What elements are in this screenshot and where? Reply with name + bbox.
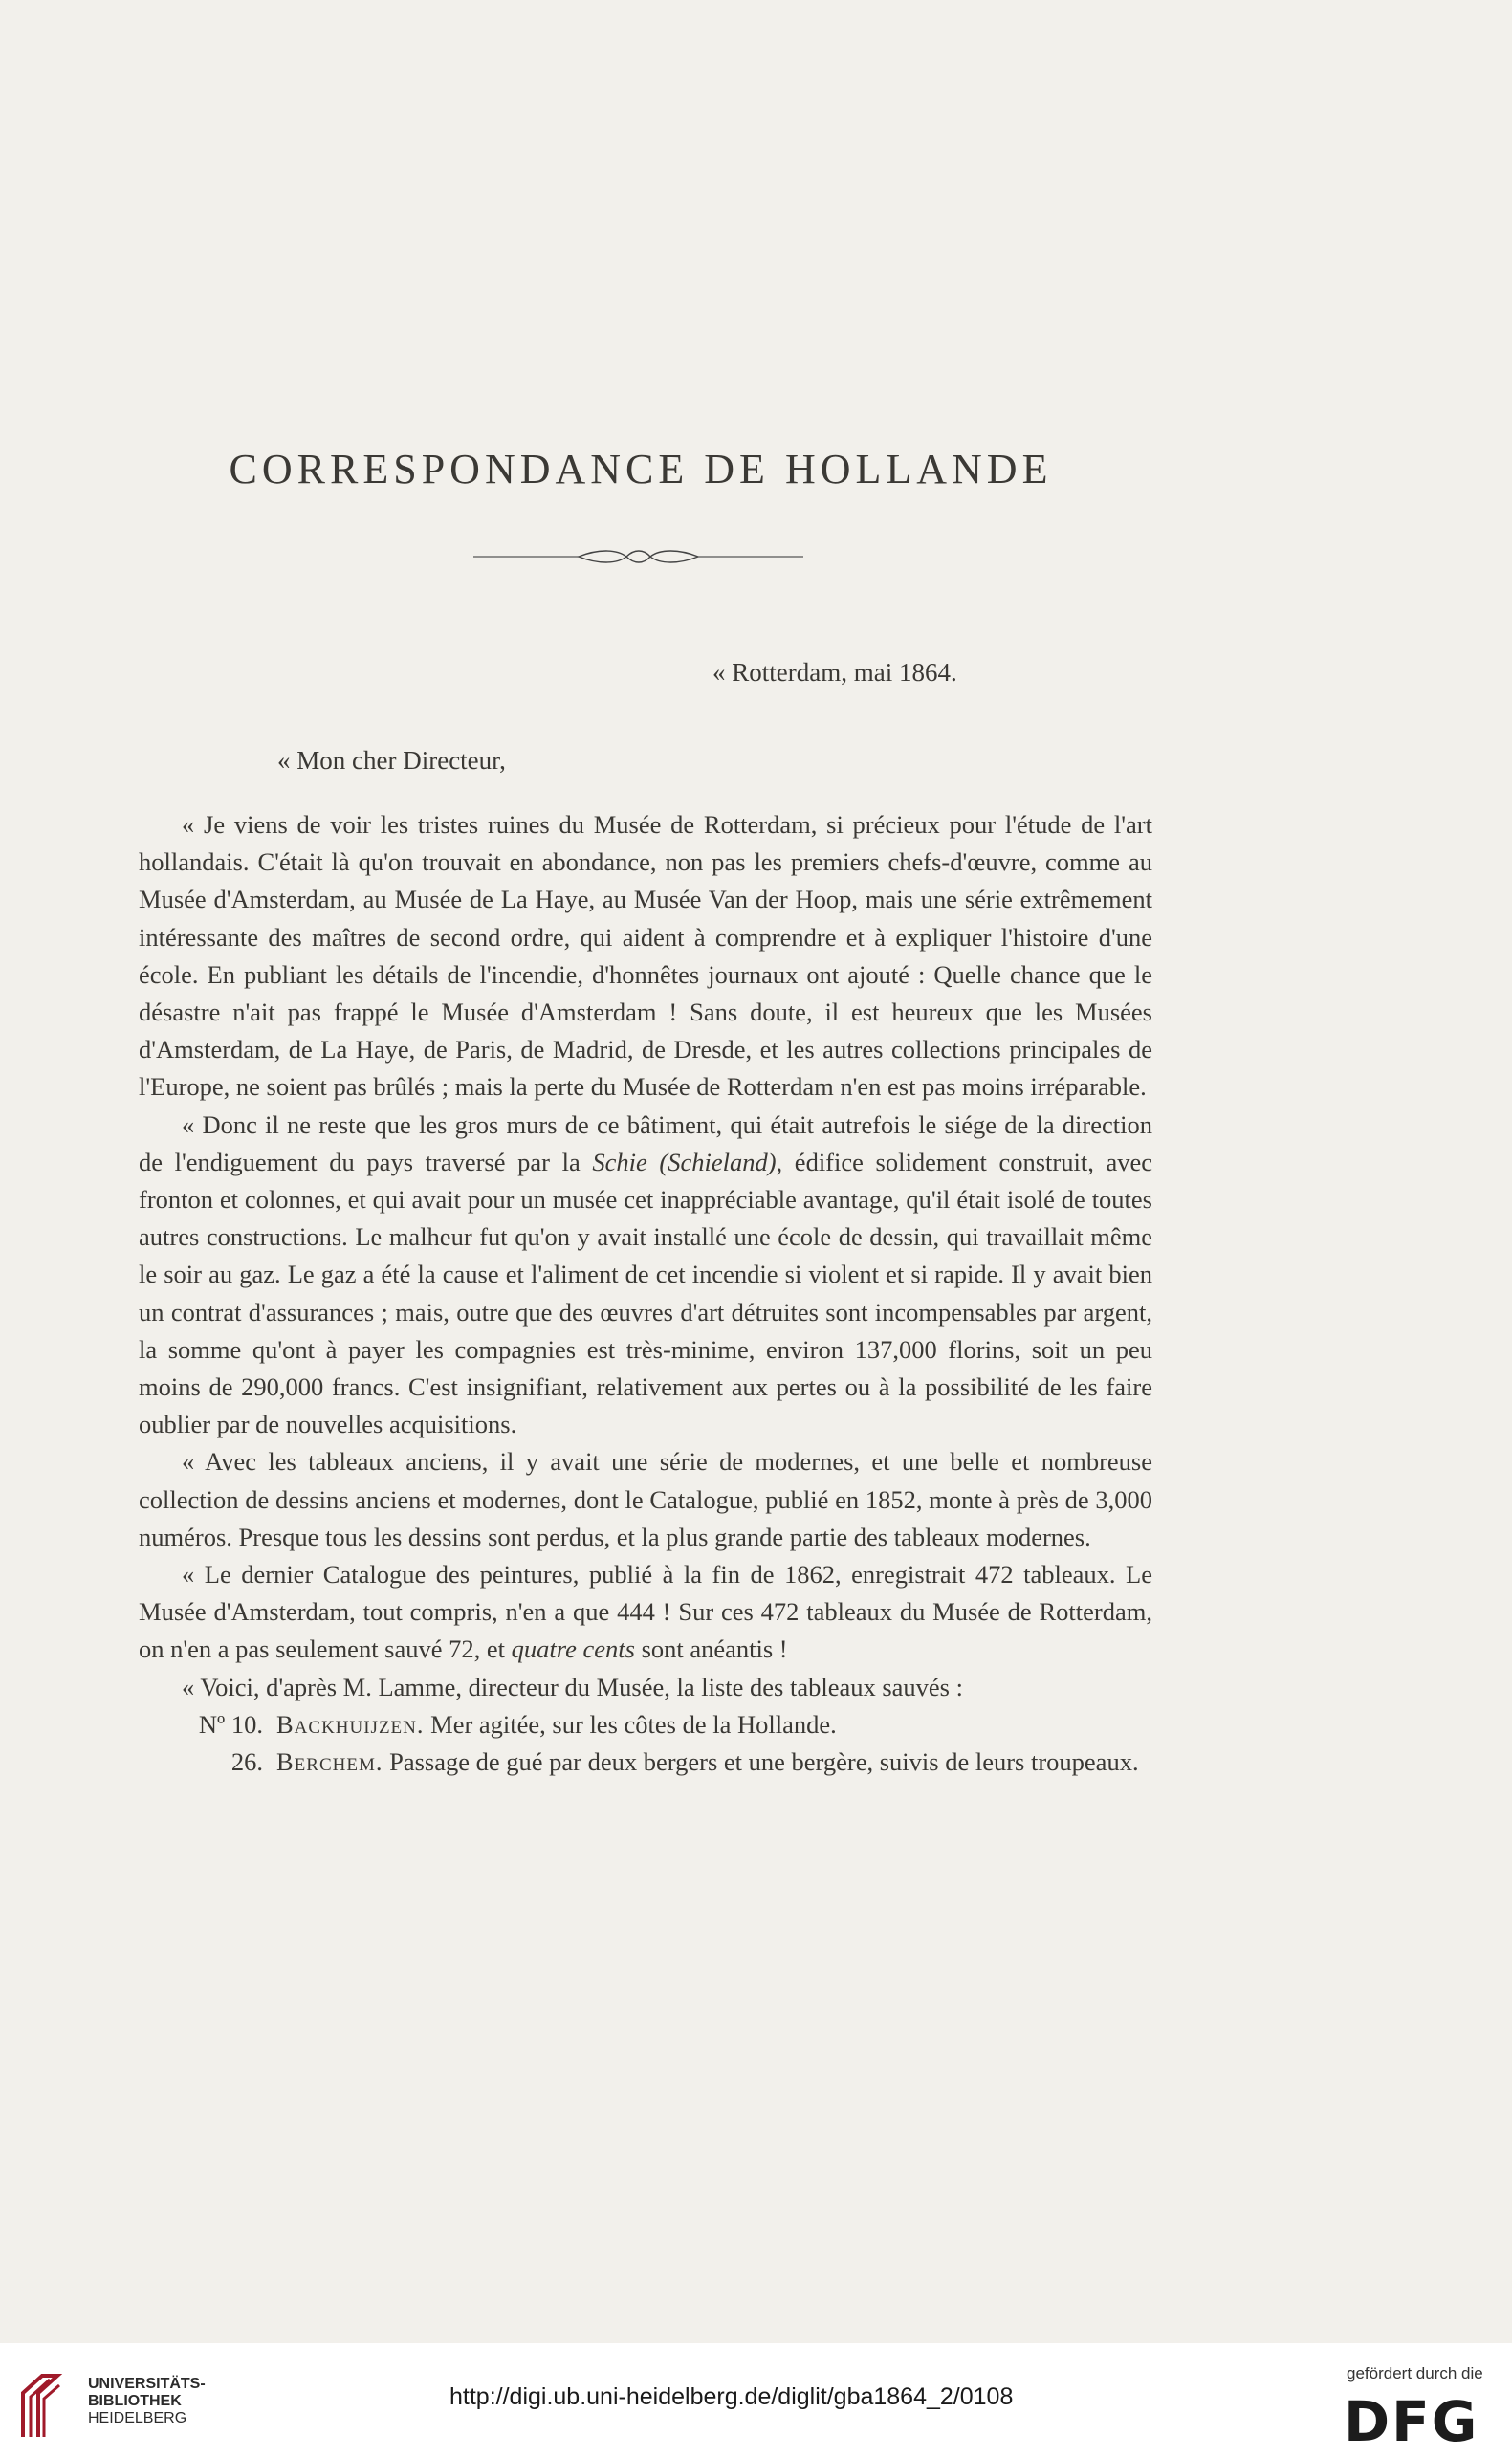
paragraph-2-end: édifice solidement construit, avec fronton et colonnes, et qui avait pour un musée cet inappréciable avantage, qu'il était isolé de toutes autres constructions. Le malheur fut qu'on y avait installé une école de dessin, qui travaillait même le soir au gaz. Le gaz a été la cause et l'aliment de cet incendie si violent et si rapide. Il y avait bien un contrat d'assurances ; mais, outre que des œuvres d'art détruites sont incompensables par argent, la somme qu'ont à payer les compagnies est très-minime, environ 137,000 florins, soit un peu moins de 290,000 francs. C'est insignifiant, relativement aux pertes ou à la possibilité de les faire oublier par de nouvelles acquisitions. bbox=[139, 1147, 1152, 1439]
library-line-1: UNIVERSITÄTS- bbox=[88, 2376, 206, 2392]
library-line-3: HEIDELBERG bbox=[88, 2410, 187, 2426]
source-url-link[interactable]: http://digi.ub.uni-heidelberg.de/diglit/gba1864_2/0108 bbox=[449, 2383, 1014, 2410]
title-ornament bbox=[473, 545, 803, 568]
list-item bbox=[139, 1706, 1152, 1744]
list-item-text bbox=[276, 1744, 1152, 1781]
list-item-artist: Berchem. bbox=[276, 1747, 383, 1777]
library-line-2: BIBLIOTHEK bbox=[88, 2393, 182, 2409]
paragraph-4-end: sont anéantis ! bbox=[634, 1634, 788, 1664]
saved-paintings-list bbox=[139, 1706, 1152, 1781]
footer-bar bbox=[0, 2343, 1512, 2457]
paragraph-4-start: « Le dernier Catalogue des peintures, publié à la fin de 1862, enregistrait 472 tableaux. Le Musée d'Amsterdam, tout compris, n'en a que 444 ! Sur ces 472 tableaux du Musée de Rotterdam, on n'en a pas seulement sauvé 72, et bbox=[139, 1560, 1152, 1664]
paragraph-1: « Je viens de voir les tristes ruines du Musée de Rotterdam, si précieux pour l'étude de l'art hollandais. C'était là qu'on trouvait en abondance, non pas les premiers chefs-d'œuvre, comme au Musée d'Amsterdam, au Musée de La Haye, au Musée Van der Hoop, mais une série extrêmement intéressante des maîtres de second ordre, qui aident à comprendre et à expliquer l'histoire d'une école. En publiant les détails de l'incendie, d'honnêtes journaux ont ajouté : Quelle chance que le désastre n'ait pas frappé le Musée d'Amsterdam ! Sans doute, il est heureux que les Musées d'Amsterdam, de La Haye, de Paris, de Madrid, de Dresde, et les autres collections principales de l'Europe, ne soient pas brûlés ; mais la perte du Musée de Rotterdam n'en est pas moins irréparable. bbox=[139, 810, 1152, 1102]
paragraph-5: « Voici, d'après M. Lamme, directeur du Musée, la liste des tableaux sauvés : bbox=[182, 1672, 963, 1701]
dfg-logo: DFG bbox=[1344, 2389, 1479, 2454]
list-item-description: Passage de gué par deux bergers et une bergère, suivis de leurs troupeaux. bbox=[383, 1747, 1139, 1777]
paragraph-4 bbox=[139, 1556, 1152, 1669]
list-item-text bbox=[276, 1706, 1152, 1744]
list-item bbox=[139, 1744, 1152, 1781]
paragraph-2 bbox=[139, 1107, 1152, 1444]
dateline: « Rotterdam, mai 1864. bbox=[712, 658, 957, 687]
list-item-artist: Backhuijzen. bbox=[276, 1709, 425, 1739]
university-library-name bbox=[88, 2376, 206, 2427]
salutation: « Mon cher Directeur, bbox=[277, 746, 506, 775]
paragraph-3: « Avec les tableaux anciens, il y avait une série de modernes, et une belle et nombreuse collection de dessins anciens et modernes, dont le Catalogue, publié en 1852, monte à près de 3,000 numéros. Presque tous les dessins sont perdus, et la plus grande partie des tableaux modernes. bbox=[139, 1447, 1152, 1551]
funding-label: gefördert durch die bbox=[1347, 2364, 1483, 2382]
paragraph-2-italic: Schie (Schieland), bbox=[592, 1147, 783, 1176]
article-title: CORRESPONDANCE DE HOLLANDE bbox=[229, 446, 1053, 494]
list-item-number: 26. bbox=[230, 1747, 263, 1777]
paragraph-4-italic: quatre cents bbox=[511, 1634, 635, 1664]
list-item-description: Mer agitée, sur les côtes de la Hollande. bbox=[424, 1709, 837, 1739]
letter-body bbox=[139, 806, 1152, 1781]
list-item-number: Nº 10. bbox=[198, 1709, 263, 1739]
university-library-logo-icon bbox=[17, 2370, 63, 2439]
paragraph-2-start: « Donc il ne reste que les gros murs de ce bâtiment, qui était autrefois le siége de la direction de l'endiguement du pays traversé par la bbox=[139, 1109, 1152, 1176]
